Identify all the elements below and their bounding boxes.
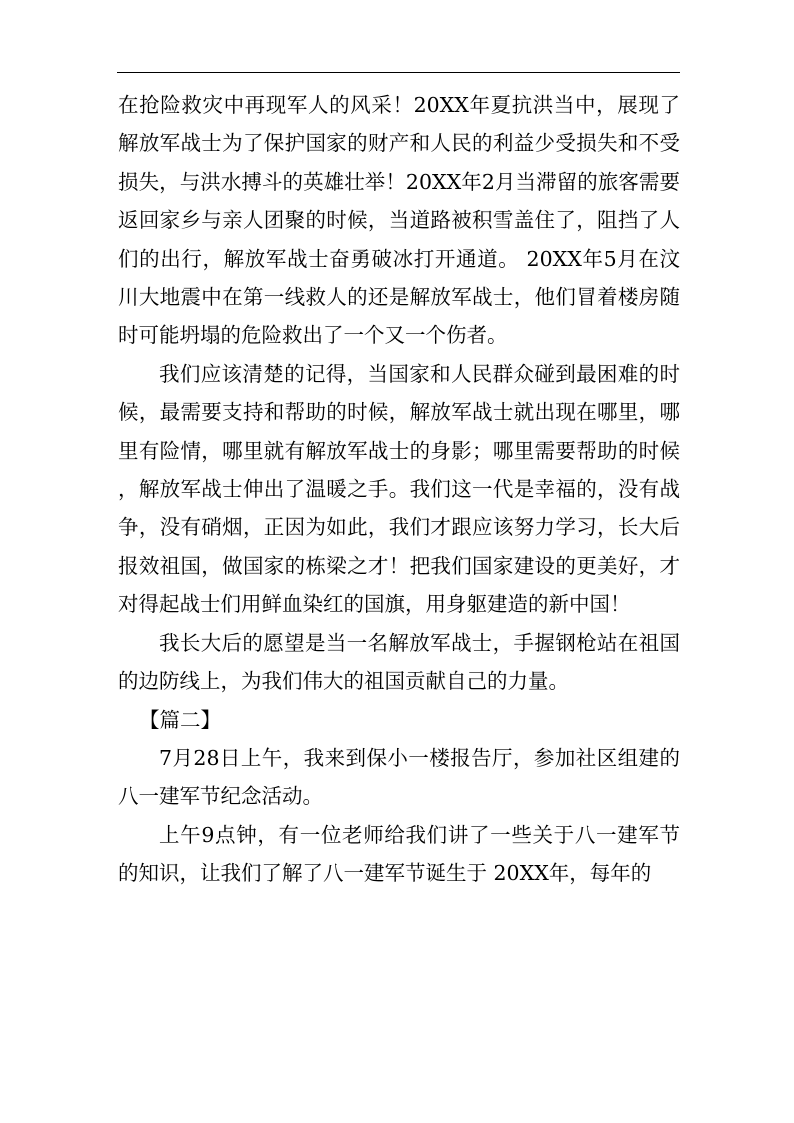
paragraph-flood-relief: 在抢险救灾中再现军人的风采！20XX年夏抗洪当中，展现了解放军战士为了保护国家的财产和人民的利益少受损失和不受损失，与洪水搏斗的英雄壮举！20XX年2月当滞留的旅客需要返回家乡与亲人团聚的时候，当道路被积雪盖住了，阻挡了人们的出行，解放军战士奋勇破冰打开通道。 20XX年5月在汶川大地震中在第一线救人的还是解放军战士，他们冒着楼房随时可能坍塌的危险救出了一个又一个伤者。: [118, 93, 680, 348]
paragraph-aspiration: 我长大后的愿望是当一名解放军战士，手握钢枪站在祖国的边防线上，为我们伟大的祖国贡献自己的力量。: [118, 630, 680, 694]
paragraph-july-28-event: 7月28日上午，我来到保小一楼报告厅，参加社区组建的八一建军节纪念活动。: [118, 745, 680, 809]
section-heading-part-two: 【篇二】: [139, 707, 221, 732]
header-rule: [117, 72, 680, 73]
paragraph-teacher-lecture: 上午9点钟，有一位老师给我们讲了一些关于八一建军节的知识，让我们了解了八一建军节诞生于 20XX年，每年的: [118, 822, 680, 886]
paragraph-remember-soldiers: 我们应该清楚的记得，当国家和人民群众碰到最困难的时候，最需要支持和帮助的时候，解放军战士就出现在哪里，哪里有险情，哪里就有解放军战士的身影；哪里需要帮助的时候，解放军战士伸出了温暖之手。我们这一代是幸福的，没有战争，没有硝烟，正因为如此，我们才跟应该努力学习，长大后报效祖国，做国家的栋梁之才！把我们国家建设的更美好，才对得起战士们用鲜血染红的国旗，用身躯建造的新中国！: [118, 361, 680, 617]
document-body: [118, 86, 680, 893]
